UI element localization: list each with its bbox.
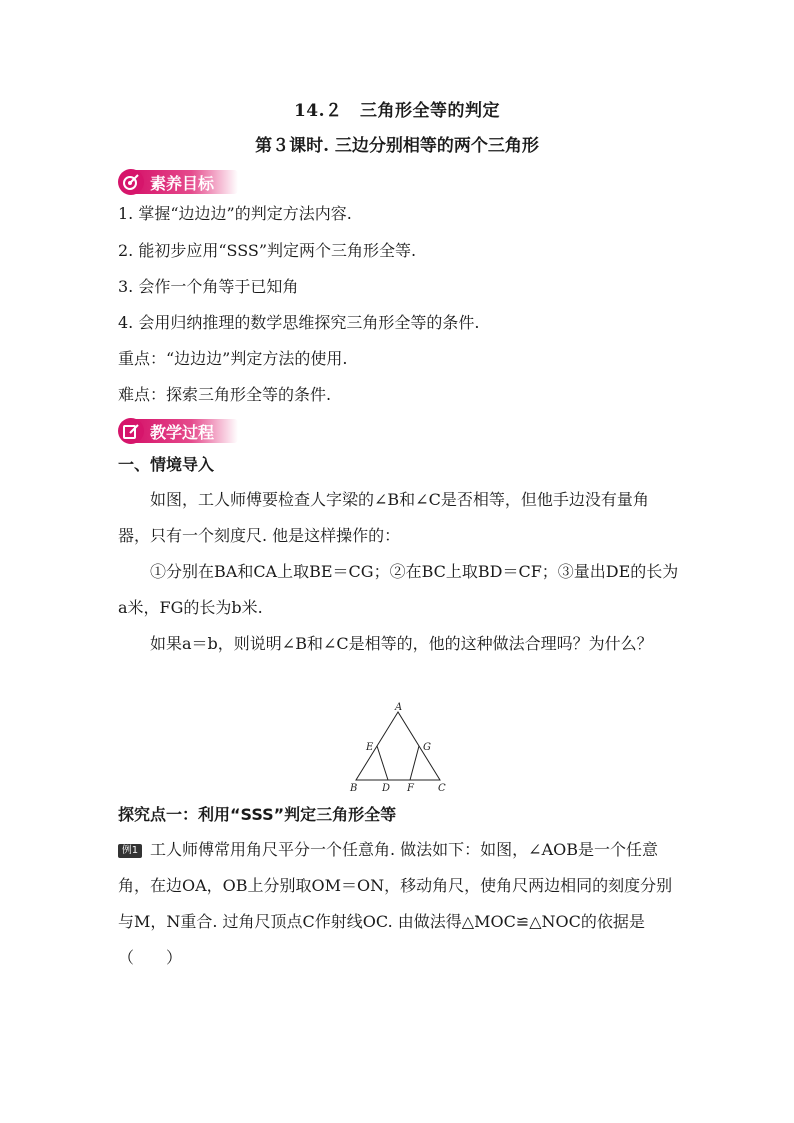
- label-e: E: [366, 742, 374, 753]
- section-title: 14.２ 三角形全等的判定: [293, 101, 501, 121]
- process-badge-label: 教学过程: [134, 419, 238, 443]
- goal-item-2: 2. 能初步应用“SSS”判定两个三角形全等.: [118, 241, 417, 260]
- intro-paragraph-3: 如果a＝b，则说明∠B和∠C是相等的，他的这种做法合理吗？为什么？: [150, 634, 653, 653]
- label-d: D: [382, 783, 391, 794]
- goals-badge-label: 素养目标: [134, 170, 238, 194]
- example-1: [118, 832, 680, 976]
- intro-paragraph-1: 如图，工人师傅要检查人字梁的∠B和∠C是否相等，但他手边没有量角器，只有一个刻度尺. 他是这样操作的：: [118, 490, 649, 545]
- goals-badge: [118, 168, 238, 196]
- goal-item-3: 3. 会作一个角等于已知角: [118, 277, 299, 296]
- goal-item-1: 1. 掌握“边边边”的判定方法内容.: [118, 204, 352, 223]
- key-point: 重点：“边边边”判定方法的使用.: [118, 349, 348, 368]
- label-a: A: [395, 702, 403, 713]
- label-c: C: [438, 783, 446, 794]
- explore-title: 探究点一：利用“SSS”判定三角形全等: [118, 805, 397, 824]
- label-f: F: [407, 783, 414, 794]
- goal-item-4: 4. 会用归纳推理的数学思维探究三角形全等的条件.: [118, 313, 480, 332]
- label-b: B: [350, 783, 358, 794]
- intro-paragraph-2: ①分别在BA和CA上取BE＝CG；②在BC上取BD＝CF；③量出DE的长为a米，FG的长为b米.: [118, 562, 679, 617]
- segment-fg: [410, 746, 419, 780]
- triangle-figure: [342, 700, 452, 796]
- process-badge: [118, 417, 238, 445]
- lesson-title: 第３课时. 三边分别相等的两个三角形: [255, 136, 539, 156]
- part1-title: 一、情境导入: [118, 455, 215, 474]
- pencil-note-icon: [118, 418, 144, 444]
- target-icon: [118, 169, 144, 195]
- example-tag: 例1: [118, 844, 142, 858]
- difficulty-point: 难点：探索三角形全等的条件.: [118, 385, 332, 404]
- label-g: G: [423, 742, 431, 753]
- example-text: 工人师傅常用角尺平分一个任意角. 做法如下：如图，∠AOB是一个任意角，在边OA，OB上分别取OM＝ON，移动角尺，使角尺两边相同的刻度分别与M，N重合. 过角尺顶点C作射线OC. 由做法得△MOC≌△NOC的依据是（ ）: [118, 840, 673, 967]
- segment-de: [377, 746, 388, 780]
